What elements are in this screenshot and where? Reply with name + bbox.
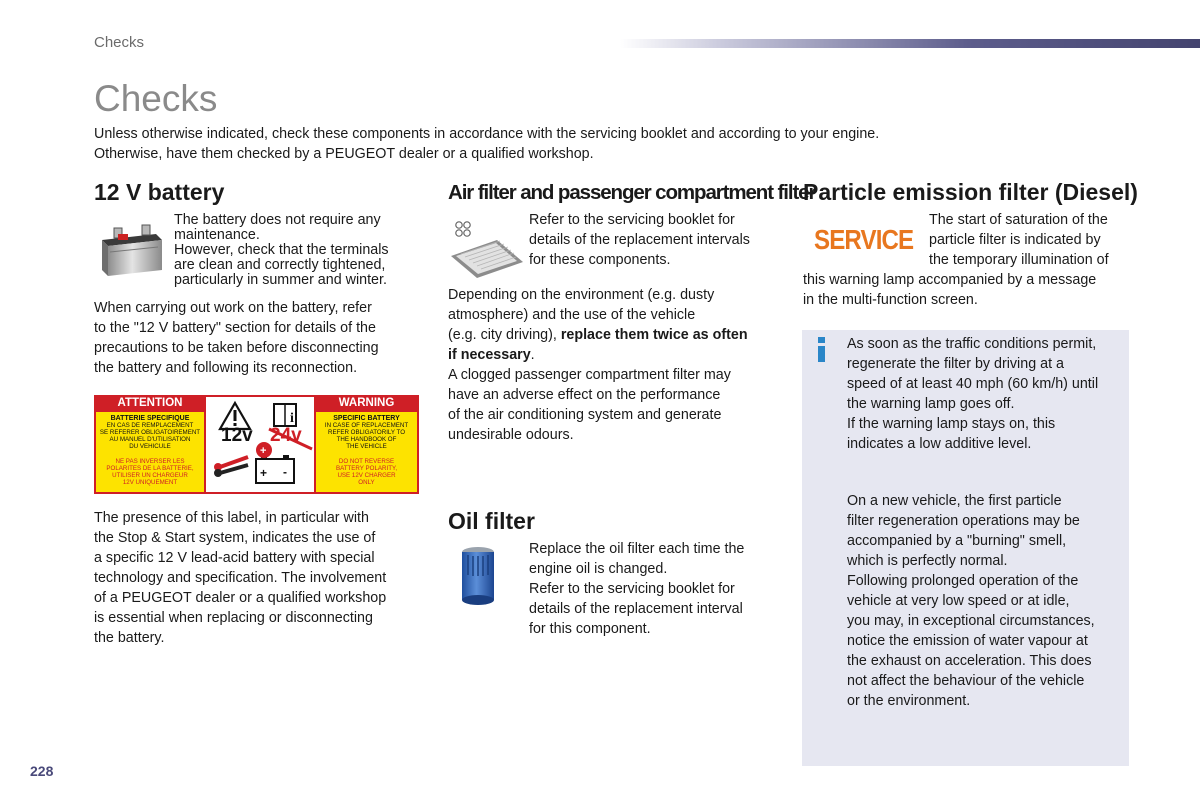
info-icon [816,337,830,363]
label-line: THE VEHICLE [346,443,387,450]
battery-side-text [174,213,389,288]
breadcrumb: Checks [94,34,145,51]
info-paragraph-1 [847,334,1098,454]
oil-filter-section-title: Oil filter [448,508,535,534]
label-volt-ok: 12v [221,425,253,446]
text-line: the Stop & Start system, indicates the use of [94,530,376,546]
label-line: USE 12V CHARGER [337,472,396,479]
text-line: particularly in summer and winter. [174,272,387,288]
text-line: undesirable odours. [448,427,574,443]
label-line: DO NOT REVERSE [338,458,395,465]
text-line: The battery does not require any [174,212,381,228]
text-line: the temporary illumination of [929,252,1109,268]
battery-paragraph-2 [94,508,386,648]
label-line: ONLY [358,479,375,486]
text-line: you may, in exceptional circumstances, [847,613,1095,629]
text-line: is essential when replacing or disconnecting [94,610,373,626]
battery-section-title: 12 V battery [94,179,225,205]
text-line: precautions to be taken before disconnecting [94,340,379,356]
label-line: REFER OBLIGATORILY TO [327,429,406,436]
label-line: UTILISER UN CHARGEUR [112,472,188,479]
text-line [448,325,748,345]
oil-filter-side-text [529,539,744,639]
text-line: filter regeneration operations may be [847,513,1080,529]
emphasis-text: replace them twice as often [560,327,748,343]
battery-warning-label [94,395,419,494]
text-line: are clean and correctly tightened, [174,257,386,273]
info-paragraph-2 [847,491,1095,711]
label-attention: ATTENTION [117,397,183,409]
label-volt-bad: 24v [270,425,302,446]
text-line: technology and specification. The involvement [94,570,387,586]
label-left-title: BATTERIE SPECIFIQUE [110,415,190,422]
text-line: The presence of this label, in particular with [94,510,369,526]
air-filter-section-title: Air filter and passenger compartment filter [448,181,816,204]
text-line: in the multi-function screen. [803,292,978,308]
text-line: vehicle at very low speed or at idle, [847,593,1070,609]
text-span: . [530,347,535,363]
text-line: atmosphere) and the use of the vehicle [448,307,696,323]
label-line: IN CASE OF REPLACEMENT [324,422,409,429]
particle-filter-section-title: Particle emission filter (Diesel) [803,179,1138,205]
text-line: indicates a low additive level. [847,436,1032,452]
text-line: for these components. [529,252,671,268]
text-line: As soon as the traffic conditions permit, [847,336,1097,352]
intro-line: Unless otherwise indicated, check these components in accordance with the servicing booklet and according to your engine. [94,126,880,142]
page-title: Checks [94,78,218,119]
text-line: Refer to the servicing booklet for [529,212,735,228]
label-line: NE PAS INVERSER LES [115,458,185,465]
svg-text:+: + [260,466,268,480]
text-line: which is perfectly normal. [847,553,1008,569]
text-line: a specific 12 V lead-acid battery with special [94,550,375,566]
label-line: 12V UNIQUEMENT [122,479,178,486]
text-line: Replace the oil filter each time the [529,541,745,557]
text-line: the battery. [94,630,165,646]
text-line: Refer to the servicing booklet for [529,581,735,597]
text-line: engine oil is changed. [529,561,668,577]
text-line: When carrying out work on the battery, refer [94,300,372,316]
text-line: regenerate the filter by driving at a [847,356,1064,372]
intro-text [94,124,879,164]
text-line: to the "12 V battery" section for details of the [94,320,376,336]
text-line: The start of saturation of the [929,212,1108,228]
text-line: the warning lamp goes off. [847,396,1015,412]
text-line: Depending on the environment (e.g. dusty [448,287,715,303]
text-line: A clogged passenger compartment filter may [448,367,731,383]
text-line: this warning lamp accompanied by a message [803,272,1097,288]
text-line: of a PEUGEOT dealer or a qualified workshop [94,590,387,606]
label-line: AU MANUEL D'UTILISATION [109,436,191,443]
air-filter-paragraph [448,285,748,445]
label-line: BATTERY POLARITY, [335,465,398,472]
text-line: details of the replacement intervals [529,232,750,248]
text-line: If the warning lamp stays on, this [847,416,1056,432]
emphasis-text: if necessary [448,347,531,363]
svg-text:+: + [260,445,267,457]
text-span: (e.g. city driving), [448,327,561,343]
text-line: the exhaust on acceleration. This does [847,653,1092,669]
text-line: maintenance. [174,227,260,243]
label-line: POLARITES DE LA BATTERIE, [106,465,194,472]
label-warning: WARNING [338,397,395,409]
label-line: THE HANDBOOK OF [336,436,397,443]
particle-filter-continued-text [803,270,1096,310]
air-filter-icon [449,216,524,285]
text-line: particle filter is indicated by [929,232,1101,248]
battery-icon [96,222,166,283]
air-filter-side-text [529,210,750,270]
label-left-text [96,415,204,486]
text-line: Following prolonged operation of the [847,573,1079,589]
service-warning-lamp-icon: SERVICE [814,224,914,255]
text-line: On a new vehicle, the first particle [847,493,1062,509]
label-line: SE REFERER OBLIGATOIREMENT [99,429,201,436]
svg-text:i: i [290,411,294,426]
text-line: or the environment. [847,693,971,709]
text-line: the battery and following its reconnection. [94,360,358,376]
label-right-title: SPECIFIC BATTERY [333,415,400,422]
text-line: details of the replacement interval [529,601,743,617]
intro-line: Otherwise, have them checked by a PEUGEOT dealer or a qualified workshop. [94,146,594,162]
text-line: not affect the behaviour of the vehicle [847,673,1085,689]
oil-filter-icon [458,545,498,612]
header-bar [620,39,1200,48]
label-line: EN CAS DE REMPLACEMENT [106,422,194,429]
text-line: speed of at least 40 mph (60 km/h) until [847,376,1099,392]
text-line: of the air conditioning system and generate [448,407,722,423]
particle-filter-side-text [929,210,1109,270]
text-line: accompanied by a "burning" smell, [847,533,1067,549]
label-right-text [316,415,417,486]
text-line: However, check that the terminals [174,242,389,258]
text-line: notice the emission of water vapour at [847,633,1088,649]
svg-text:-: - [283,465,287,479]
label-line: DU VEHICULE [129,443,171,450]
text-line: have an adverse effect on the performance [448,387,721,403]
page-number: 228 [30,763,54,779]
battery-paragraph-1 [94,298,379,378]
text-line [448,345,748,365]
text-line: for this component. [529,621,651,637]
